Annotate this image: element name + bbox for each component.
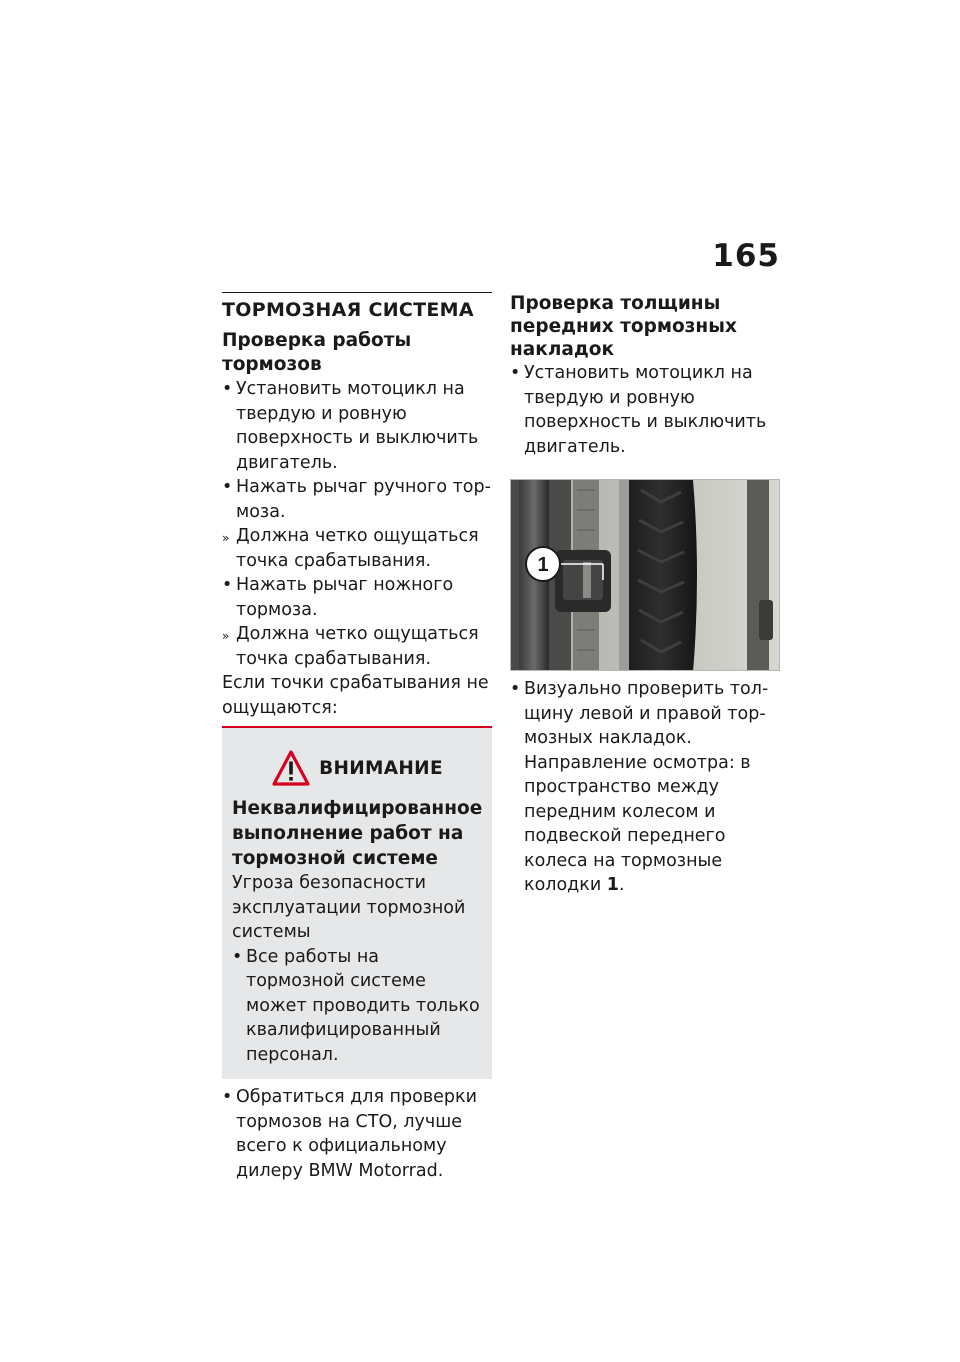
page-number: 165 [712,238,780,274]
bullet-marker: • [510,363,521,383]
list-item-text: Установить мотоцикл на твердую и ровную поверхность и выключить двигатель. [236,379,479,473]
bullet-marker: • [222,575,233,595]
list-item [222,573,492,622]
brake-pad-figure [510,479,780,671]
list-item-text: Нажать рычаг ножного тормоза. [236,575,454,620]
bullet-marker: • [510,679,521,699]
right-column [510,292,780,898]
warning-subtitle: Неквалифицированное выполнение работ на тормозной системе [232,798,483,869]
list-item-text: Визуально проверить толщину левой и правой тормозных накладок. Направление осмотра: в пространство между передним колесом и подвеской переднего колеса на тормозные колодки [524,679,769,895]
list-item [222,475,492,524]
pad-thickness-heading: Проверка толщины передних тормозных накладок [510,293,737,360]
list-item-text: Нажать рычаг ручного тормоза. [236,477,491,522]
section-title: ТОРМОЗНАЯ СИСТЕМА [222,299,474,321]
warning-triangle-icon [271,749,311,787]
brake-check-steps [222,377,492,671]
warning-header [232,746,482,790]
warning-bullet [232,945,482,1068]
list-item [510,677,780,898]
warning-text: Угроза безопасности эксплуатации тормозной системы [232,873,466,942]
brake-photo-illustration [511,480,780,671]
list-item-text: Должна четко ощущаться точка срабатывания. [236,526,479,571]
warning-box [222,726,492,1079]
warning-bullet-text: Все работы на тормозной системе может проводить только квалифицированный персонал. [246,946,480,1065]
list-item [222,524,492,573]
list-item-text: Обратиться для проверки тормозов на СТО, лучше всего к официальному дилеру BMW Motorrad. [236,1087,477,1181]
bullet-marker: • [222,1087,233,1107]
bullet-marker: • [222,477,233,497]
result-marker: » [222,531,230,545]
list-item-text: Должна четко ощущаться точка срабатывания. [236,624,479,669]
callout-reference: 1 [606,875,619,895]
bullet-marker: • [232,946,243,967]
bullet-marker: • [222,379,233,399]
figure-callout-1: 1 [537,554,549,576]
left-column [222,292,492,1183]
section-rule [222,292,492,293]
list-item [222,622,492,671]
list-item [222,1085,492,1183]
sentence-end: . [618,875,625,895]
list-item [222,377,492,475]
brake-check-heading: Проверка работы тормозов [222,330,412,375]
result-marker: » [222,629,230,643]
condition-text: Если точки срабатывания не ощущаются: [222,673,489,718]
list-item [510,361,780,459]
warning-title: ВНИМАНИЕ [319,757,443,779]
list-item-text: Установить мотоцикл на твердую и ровную поверхность и выключить двигатель. [524,363,767,457]
